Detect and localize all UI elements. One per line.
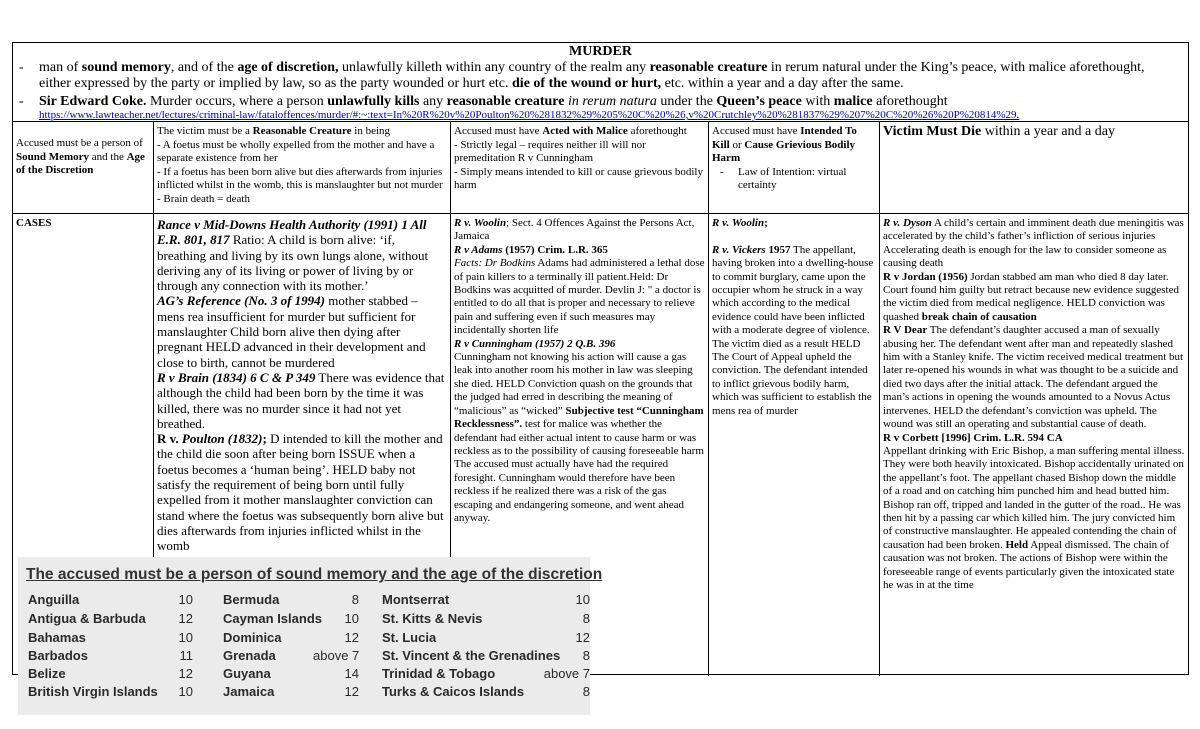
country-name: Dominica xyxy=(223,630,282,645)
country-name: Barbados xyxy=(28,648,88,663)
age-value: 10 xyxy=(178,684,193,699)
text-segment: (1957) Crim. L.R. 365 xyxy=(502,243,608,256)
text-segment: under the xyxy=(656,94,717,109)
age-of-discretion-table xyxy=(18,557,603,715)
age-value: 12 xyxy=(575,630,590,645)
text-segment: man of xyxy=(39,60,82,75)
text-segment: test for malice was whether the defendant had either actual intent to cause harm or was reckless as to the possibility of causing foreseeable harm The accused must actually have had the required foresight. Cunningham would therefore have been reckless if he realized there was a risk of the gas escaping and endangering someone, and went ahead anyway. xyxy=(454,418,704,524)
text-segment: There was evidence that although the child had been born by the time it was killed, there was no murder since it had not yet breathed. xyxy=(157,369,445,431)
text-segment: R v Corbett [1996] Crim. L.R. 594 CA xyxy=(883,431,1063,444)
cases-label: CASES xyxy=(16,217,52,229)
text-segment: D intended to kill the mother and the child die soon after being born ISSUE when a foetus becomes a ‘human being’. HELD baby not satisfy the requirement of being born until fully expelled from it mother manslaughter conviction can stand where the foetus was subsequently born alive but dies afterwards from injuries inflicted whilst in the womb xyxy=(157,431,444,554)
text-segment: die of the wound or hurt, xyxy=(512,76,662,91)
age-value: 10 xyxy=(178,592,193,607)
age-value: 10 xyxy=(178,630,193,645)
age-value: 8 xyxy=(582,684,590,699)
text-segment: unlawfully kills xyxy=(327,94,420,109)
definition-header: MURDER - man of sound memory, and of the age of discretion, unlawfully killeth within any country of the realm any reasonable creature in rerum natural under the King’s peace, with malice aforethought, either expressed by the party or implied by law, so as the party wounded or hurt etc. die of the wound or hurt, etc. within a year and a day after the same. - Sir Edward Coke. Murder occurs, where a person unlawfully kills any reasonable creature in rerum natura under the Queen’s peace with malice aforethought https://www.lawteacher.net/lectures/criminal-law/fataloffences/murder/#:~:text=In%20R%20v%20Poulton%20%281832%29%205%20C%20%26,v%20Crutchley%20%281837%29%207%20C%20%26%20P%20814%29. xyxy=(13,43,1188,122)
text-segment: in rerum natural under the King’s peace, with malice aforethought, either expressed by the party or implied by law, so as the party wounded or hurt etc. xyxy=(39,60,1145,91)
text-segment: Cunningham not knowing his action will cause a gas leak into another room his mother in law was sleeping she died. HELD Conviction quash on the grounds that the judged had erred in describing the meaning of “malicious” as “wicked” xyxy=(454,351,693,417)
req-sound-memory xyxy=(13,123,153,213)
reference-link-line xyxy=(39,109,1019,121)
table-row xyxy=(18,611,590,629)
text-segment: Accused must have xyxy=(712,125,801,137)
country-name: British Virgin Islands xyxy=(28,684,158,699)
country-name: Montserrat xyxy=(382,592,450,607)
text-segment: any xyxy=(419,94,447,109)
text-segment: ; Sect. 4 Offences Against the Persons Act, Jamaica xyxy=(454,217,695,243)
text-segment: R v. Dyson xyxy=(883,217,932,229)
age-value: 12 xyxy=(178,666,193,681)
country-name: St. Vincent & the Grenadines xyxy=(382,648,561,663)
age-value: 8 xyxy=(582,611,590,626)
text-segment: Sir Edward Coke. xyxy=(39,94,147,109)
text-segment: The victim must be a xyxy=(157,125,253,137)
age-value: 12 xyxy=(344,684,359,699)
text-segment: aforethought xyxy=(872,94,948,109)
text-segment: reasonable creature xyxy=(649,60,768,75)
text-segment: unlawfully killeth within any country of the realm any xyxy=(338,60,650,75)
age-value: above 7 xyxy=(313,648,360,663)
cases-causation xyxy=(880,215,1189,675)
definition-text xyxy=(39,94,1174,110)
text-segment: Rance v Mid-Downs Health Authority (1991) 1 All E.R. 801, 817 xyxy=(157,217,427,248)
text-segment: aforethought xyxy=(627,125,687,137)
text-segment: Facts: Dr Bodkins xyxy=(454,257,536,270)
text-segment: reasonable creature xyxy=(446,94,565,109)
text-segment: Subjective test “Cunningham Recklessness”. xyxy=(454,404,704,431)
country-name: Bahamas xyxy=(28,630,86,645)
age-table-title: The accused must be a person of sound memory and the age of the discretion xyxy=(26,566,603,583)
age-value: 8 xyxy=(582,648,590,663)
text-segment: malice xyxy=(833,94,873,109)
text-segment: Intended To Kill xyxy=(712,125,857,151)
text-segment: age of discretion, xyxy=(237,60,339,75)
country-name: Grenada xyxy=(223,648,276,663)
text-segment: Reasonable Creature xyxy=(252,125,352,137)
text-segment: - If a foetus has been born alive but dies afterwards from injuries inflicted whilst in the womb, this is manslaughter but not murder xyxy=(157,165,443,191)
age-value: 10 xyxy=(344,611,359,626)
text-segment: - A foetus must be wholly expelled from the mother and have a separate existence from her xyxy=(157,138,435,164)
text-segment: Adams had administered a lethal dose of pain killers to a terminally ill patient.Held: Dr Bodkins was acquitted of murder. Devlin J: " a doctor is entitled to do all that is proper and necessary to relieve pain and suffering even if such measures may incidentally shorten life xyxy=(454,257,705,337)
text-segment: ; xyxy=(262,431,267,447)
age-value: 12 xyxy=(178,611,193,626)
country-name: Trinidad & Tobago xyxy=(382,666,496,681)
text-segment: R v. xyxy=(157,431,182,447)
text-segment: Poulton (1832) xyxy=(181,431,263,447)
text-segment: R v Cunningham (1957) 2 Q.B. 396 xyxy=(454,337,616,350)
table-row xyxy=(18,592,590,610)
text-segment: sound memory xyxy=(81,60,171,75)
text-segment: AG’s Reference (No. 3 of 1994) xyxy=(157,293,325,309)
text-segment: - Brain death = death xyxy=(157,192,250,205)
text-segment: Murder occurs, where a person xyxy=(146,94,328,109)
text-segment: R V Dear xyxy=(883,324,928,337)
req-malice-aforethought xyxy=(451,123,708,213)
text-segment: R v Brain (1834) 6 C & P 349 xyxy=(157,369,316,385)
country-name: Belize xyxy=(28,666,66,681)
text-segment: R v Adams xyxy=(454,243,503,256)
table-row xyxy=(18,648,590,666)
text-segment: etc. within a year and a day after the same. xyxy=(661,76,904,91)
text-segment: in rerum natura xyxy=(564,94,657,109)
text-segment: R v. Vickers xyxy=(712,243,766,256)
req-intention xyxy=(709,123,879,213)
country-name: Turks & Caicos Islands xyxy=(382,684,525,699)
country-name: Jamaica xyxy=(223,684,275,699)
text-segment: Queen’s peace xyxy=(716,94,802,109)
table-row xyxy=(18,684,590,702)
text-segment: 1957 xyxy=(765,243,791,256)
page-title: MURDER xyxy=(569,44,632,59)
text-segment: and the xyxy=(89,150,127,163)
age-value: 12 xyxy=(344,630,359,645)
text-segment: The defendant’s daughter accused a man of sexually abusing her. The defendant went after man and repeatedly slashed him with a Stanley knife. The victim received medical treatment but later re-opened his wounds in what was thought to be a suicide and died two days after the initial attack. The defendant argued the man’s actions in opening the wounds amounted to a Novus Actus intervenes. HELD the defendant’s conviction was upheld. The wound was still an operating and substantial cause of death. xyxy=(883,324,1184,431)
country-name: St. Kitts & Nevis xyxy=(382,611,483,626)
text-segment: Appellant drinking with Eric Bishop, a man suffering mental illness. They were both heavily intoxicated. Bishop accidentally urinated on the appellant’s foot. The appellant chased Bishop down the middle of a road and on catching him punched him and head butted him. Bishop ran off, tripped and landed in the gutter of the road.. He was then hit by a passing car which killed him. The jury convicted him of constructive manslaughter. He appealed contending the chain of causation had been broken. xyxy=(883,444,1185,551)
text-segment: or xyxy=(729,138,745,151)
text-segment: mother stabbed – mens rea insufficient for murder but sufficient for manslaughter Child born alive then dying after pregnant HELD advanced in their development and close to birth, cannot be murdered xyxy=(157,293,426,370)
age-value: 8 xyxy=(351,592,359,607)
text-segment: Ratio: A child is born alive: ‘if, breathing and living by its own lungs alone, without deriving any of its living or power of living by or through any connection with its mother.’ xyxy=(157,232,429,294)
text-segment: Cause Grievious Bodily Harm xyxy=(712,138,856,164)
link-period: . xyxy=(1016,109,1020,121)
text-segment: A child’s certain and imminent death due meningitis was accelerated by the child’s father’s infliction of serious injuries Accelerating death is enough for the law to consider someone as causing death xyxy=(883,217,1184,270)
text-segment: Accused must have xyxy=(454,125,543,137)
age-value: 11 xyxy=(179,648,193,663)
country-name: St. Lucia xyxy=(382,630,437,645)
country-name: Anguilla xyxy=(28,592,80,607)
text-segment: The appellant, having broken into a dwelling-house to commit burglary, came upon the occupier whom he struck in a way which according to the medical evidence could have been inflicted with a moderate degree of violence. The victim died as a result HELD The Court of Appeal upheld the conviction. The defendant intended to inflict grievous bodily harm, which was sufficient to establish the mens rea of murder xyxy=(712,243,874,417)
text-segment: Age of the Discretion xyxy=(16,150,145,176)
text-segment: Jordan stabbed am man who died 8 day later. Court found him guilty but retract because new evidence suggested the victim died from medical negligence. HELD conviction was quashed xyxy=(883,270,1179,323)
text-segment: ; xyxy=(764,217,768,229)
age-value: 14 xyxy=(344,666,359,681)
country-name: Antigua & Barbuda xyxy=(28,611,146,626)
req-reasonable-creature xyxy=(154,123,450,213)
req-victim-must-die xyxy=(880,123,1189,213)
text-segment: Victim Must Die xyxy=(883,124,982,139)
country-name: Guyana xyxy=(223,666,271,681)
text-segment: Held xyxy=(1005,538,1029,551)
country-name: Bermuda xyxy=(223,592,280,607)
age-value: 10 xyxy=(575,592,590,607)
text-segment: in being xyxy=(351,125,391,137)
cases-intention xyxy=(709,215,879,675)
table-row xyxy=(18,630,590,648)
table-row xyxy=(18,666,590,684)
definition-text xyxy=(39,60,1174,92)
reference-link[interactable]: https://www.lawteacher.net/lectures/criminal-law/fataloffences/murder/#:~:text=In%20R%20v%20Poulton%20%281832%29%205%20C%20%26,v%20Crutchley%20%281837%29%207%20C%20%26%20P%20814%29 xyxy=(39,109,1017,121)
text-segment: Acted with Malice xyxy=(542,125,628,137)
text-segment: within a year and a day xyxy=(981,124,1115,139)
text-segment: Appeal dismissed. The chain of causation was not broken. The actions of Bishop were within the foreseeable range of events particularly given the intoxicated state he was in at the time xyxy=(883,538,1175,591)
text-segment: R v. Woolin xyxy=(454,217,507,229)
intention-bullet: - Law of Intention: virtual certainty xyxy=(720,165,847,191)
text-segment: , and of the xyxy=(170,60,238,75)
text-segment: R v Jordan (1956) xyxy=(883,270,968,283)
text-segment: - Strictly legal – requires neither ill will nor premeditation R v Cunningham xyxy=(454,138,646,164)
text-segment: Sound Memory xyxy=(16,150,90,163)
text-segment: break chain of causation xyxy=(921,310,1037,323)
country-name: Cayman Islands xyxy=(223,611,322,626)
text-segment: Accused must be a person of xyxy=(16,137,143,149)
age-value: above 7 xyxy=(543,666,590,681)
text-segment: with xyxy=(801,94,834,109)
text-segment: R v. Woolin xyxy=(712,217,765,229)
text-segment: - Simply means intended to kill or cause grievous bodily harm xyxy=(454,165,703,191)
